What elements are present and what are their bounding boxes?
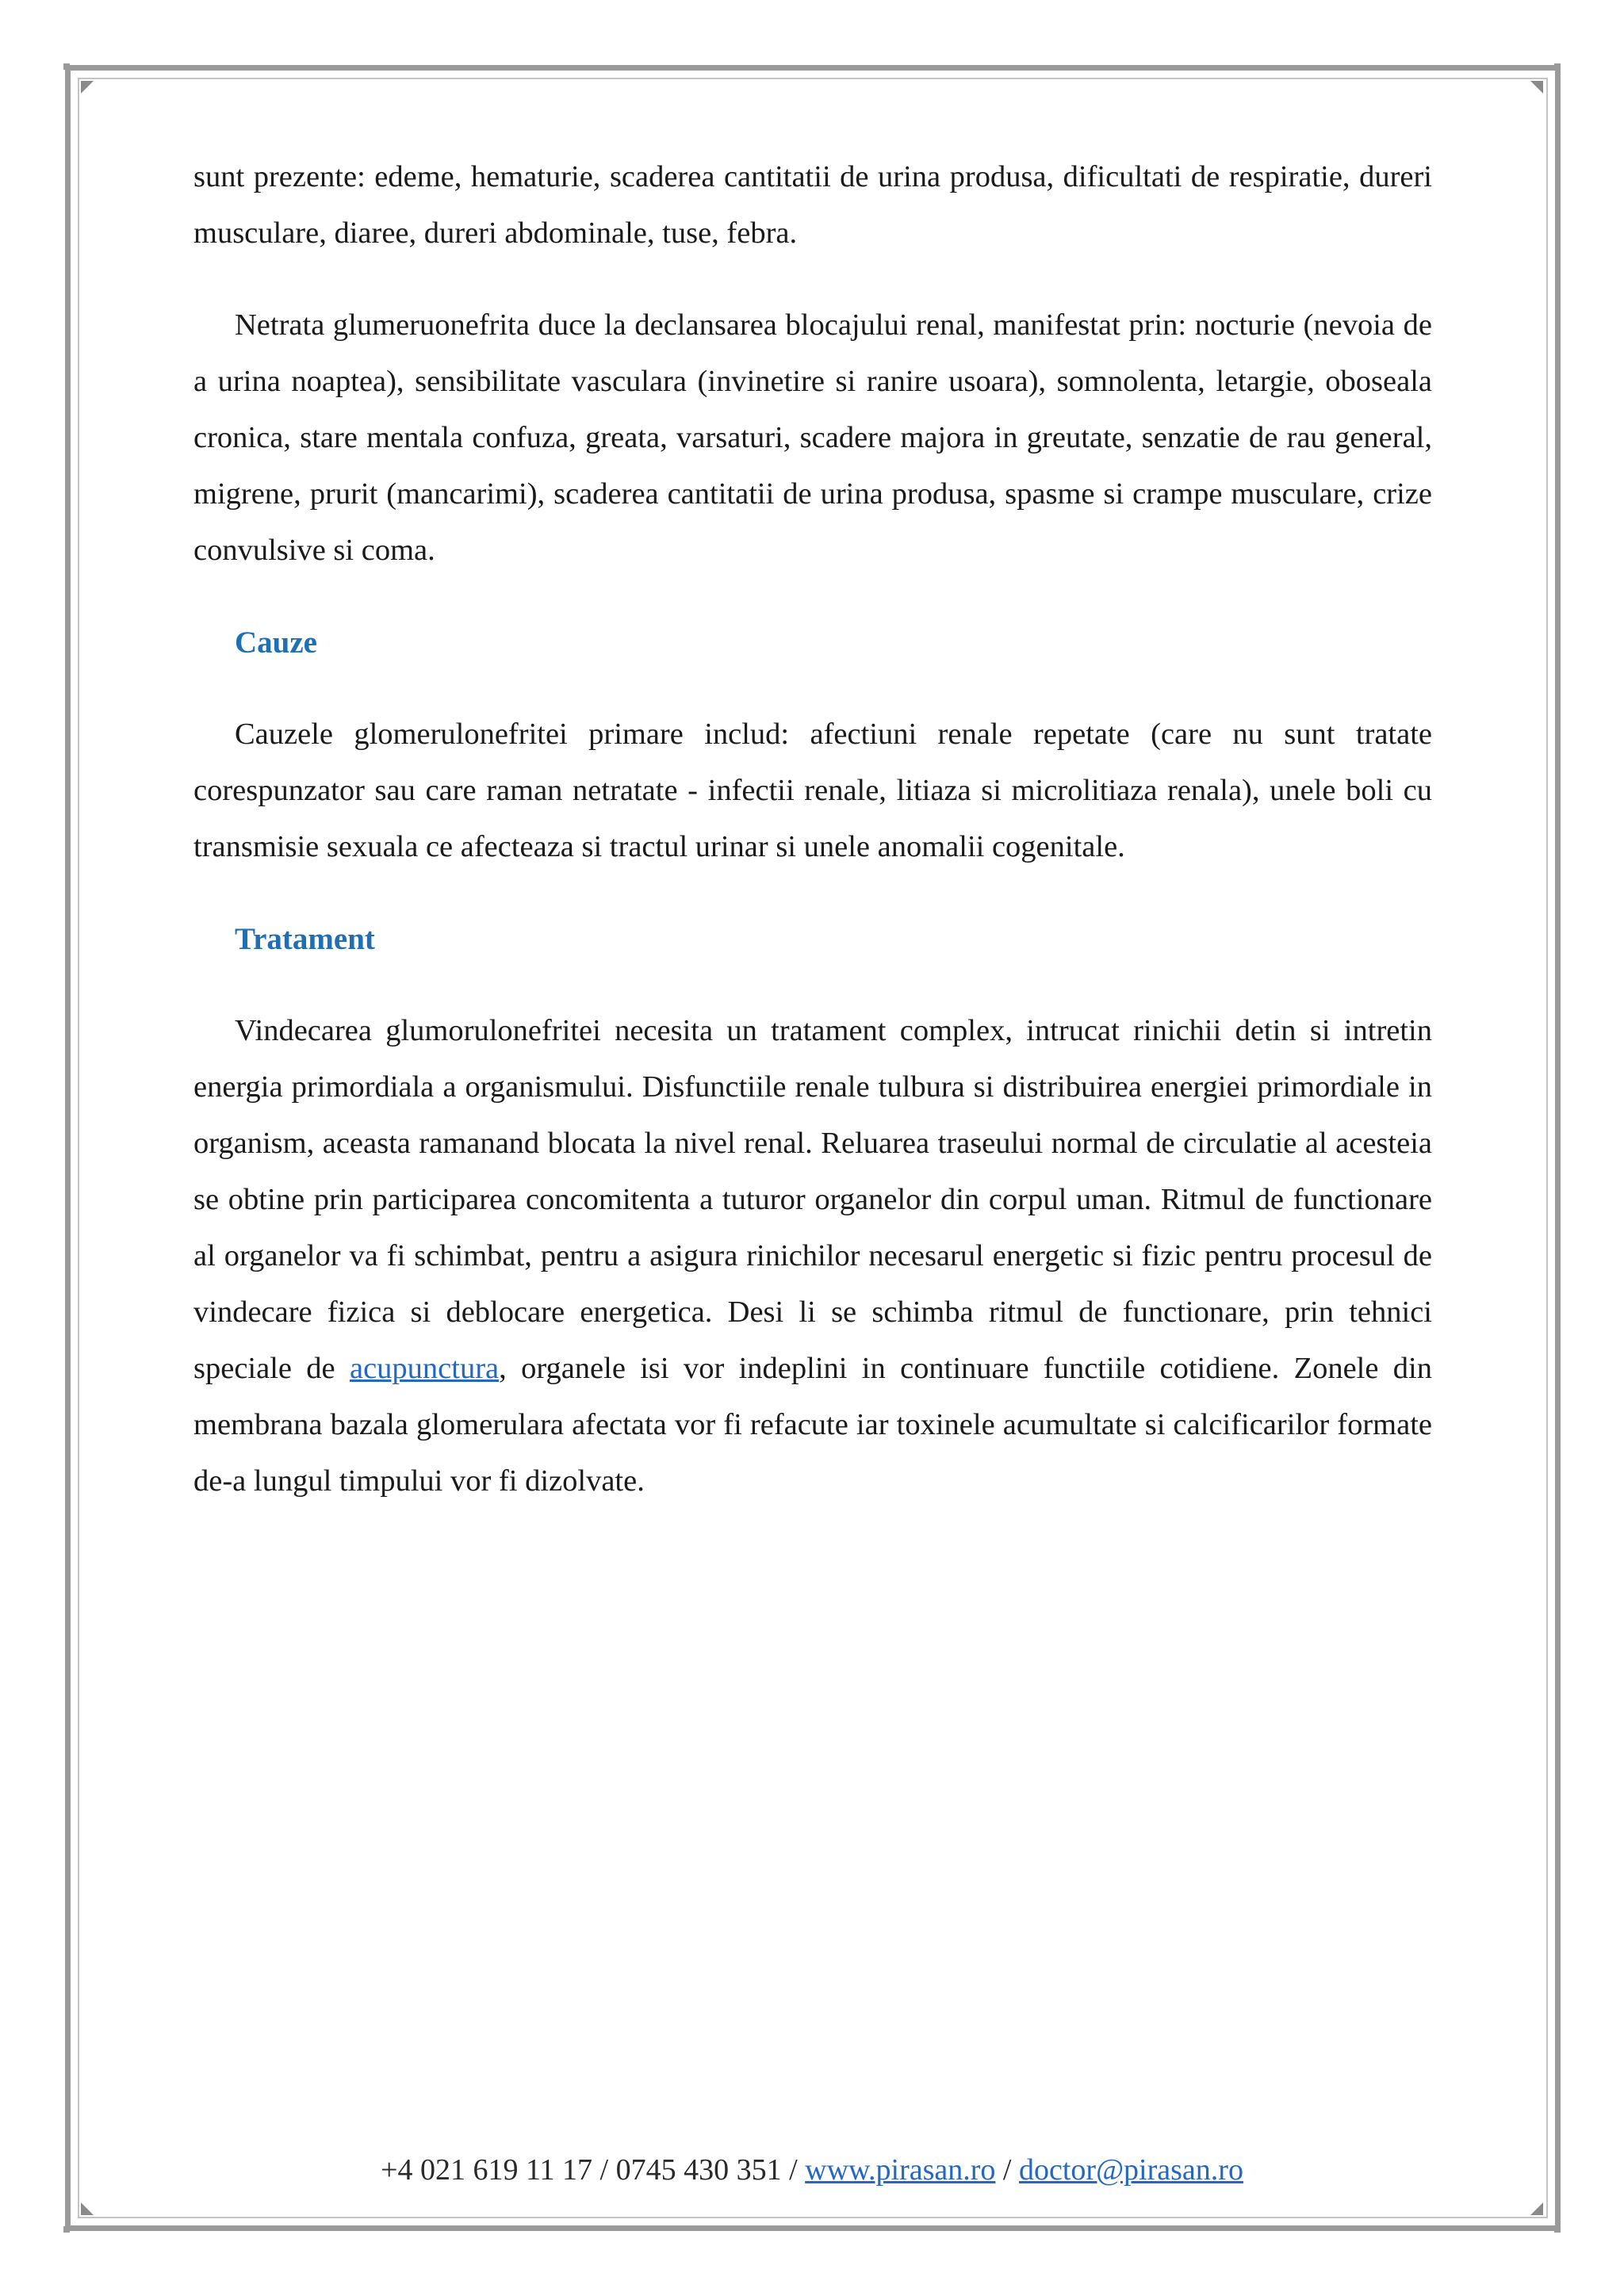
frame-dot — [63, 2226, 70, 2233]
treatment-text-before-link: Vindecarea glumorulonefritei necesita un tratament complex, intrucat rinichii detin si intretin energia primordiala a organismului. Disfunctiile renale tulbura si distribuirea energiei primordiale in organism, aceasta ramanand blocata la nivel renal. Reluarea traseului normal de circulatie al acesteia se obtine prin participarea concomitenta a tuturor organelor din corpul uman. Ritmul de functionare al organelor va fi schimbat, pentru a asigura rinichilor necesarul energetic si fizic pentru procesul de vindecare fizica si deblocare energetica. Desi li se schimba ritmul de functionare, prin tehnici speciale de — [193, 1014, 1432, 1385]
frame-dot — [63, 63, 70, 70]
footer-email-link[interactable]: doctor@pirasan.ro — [1018, 2153, 1243, 2187]
paragraph-symptoms-continued: sunt prezente: edeme, hematurie, scaderea cantitatii de urina produsa, dificultati de respiratie, dureri musculare, diaree, dureri abdominale, tuse, febra. — [193, 160, 1432, 250]
heading-causes: Cauze — [235, 626, 317, 660]
frame-corner-ornament-bottom-left — [81, 2202, 94, 2215]
footer-separator: / — [995, 2153, 1019, 2187]
page-footer — [0, 2146, 1624, 2194]
frame-corner-ornament-top-right — [1530, 81, 1543, 94]
frame-dot — [1554, 63, 1561, 70]
heading-treatment: Tratament — [235, 922, 375, 956]
frame-corner-ornament-bottom-right — [1530, 2202, 1543, 2215]
frame-dot — [1554, 2226, 1561, 2233]
footer-phones: +4 021 619 11 17 / 0745 430 351 / — [381, 2153, 806, 2187]
footer-website-link[interactable]: www.pirasan.ro — [805, 2153, 996, 2187]
treatment-text-after-link: , organele isi vor indeplini in continuare functiile cotidiene. Zonele din membrana bazala glomerulara afectata vor fi refacute iar toxinele acumultate si calcificarilor formate de-a lungul timpului vor fi dizolvate. — [193, 1352, 1432, 1498]
paragraph-untreated-effects: Netrata glumeruonefrita duce la declansarea blocajului renal, manifestat prin: nocturie (nevoia de a urina noaptea), sensibilitate vasculara (invinetire si ranire usoara), somnolenta, letargie, oboseala cronica, stare mentala confuza, greata, varsaturi, scadere majora in greutate, senzatie de rau general, migrene, prurit (mancarimi), scaderea cantitatii de urina produsa, spasme si crampe musculare, crize convulsive si coma. — [193, 308, 1432, 567]
document-body — [193, 149, 1432, 1545]
paragraph-causes: Cauzele glomerulonefritei primare includ: afectiuni renale repetate (care nu sunt tratate corespunzator sau care raman netratate - infectii renale, litiaza si microlitiaza renala), unele boli cu transmisie sexuala ce afecteaza si tractul urinar si unele anomalii cogenitale. — [193, 718, 1432, 863]
paragraph-treatment — [193, 1003, 1432, 1510]
frame-corner-ornament-top-left — [81, 81, 94, 94]
acupuncture-link[interactable]: acupunctura — [349, 1352, 500, 1385]
